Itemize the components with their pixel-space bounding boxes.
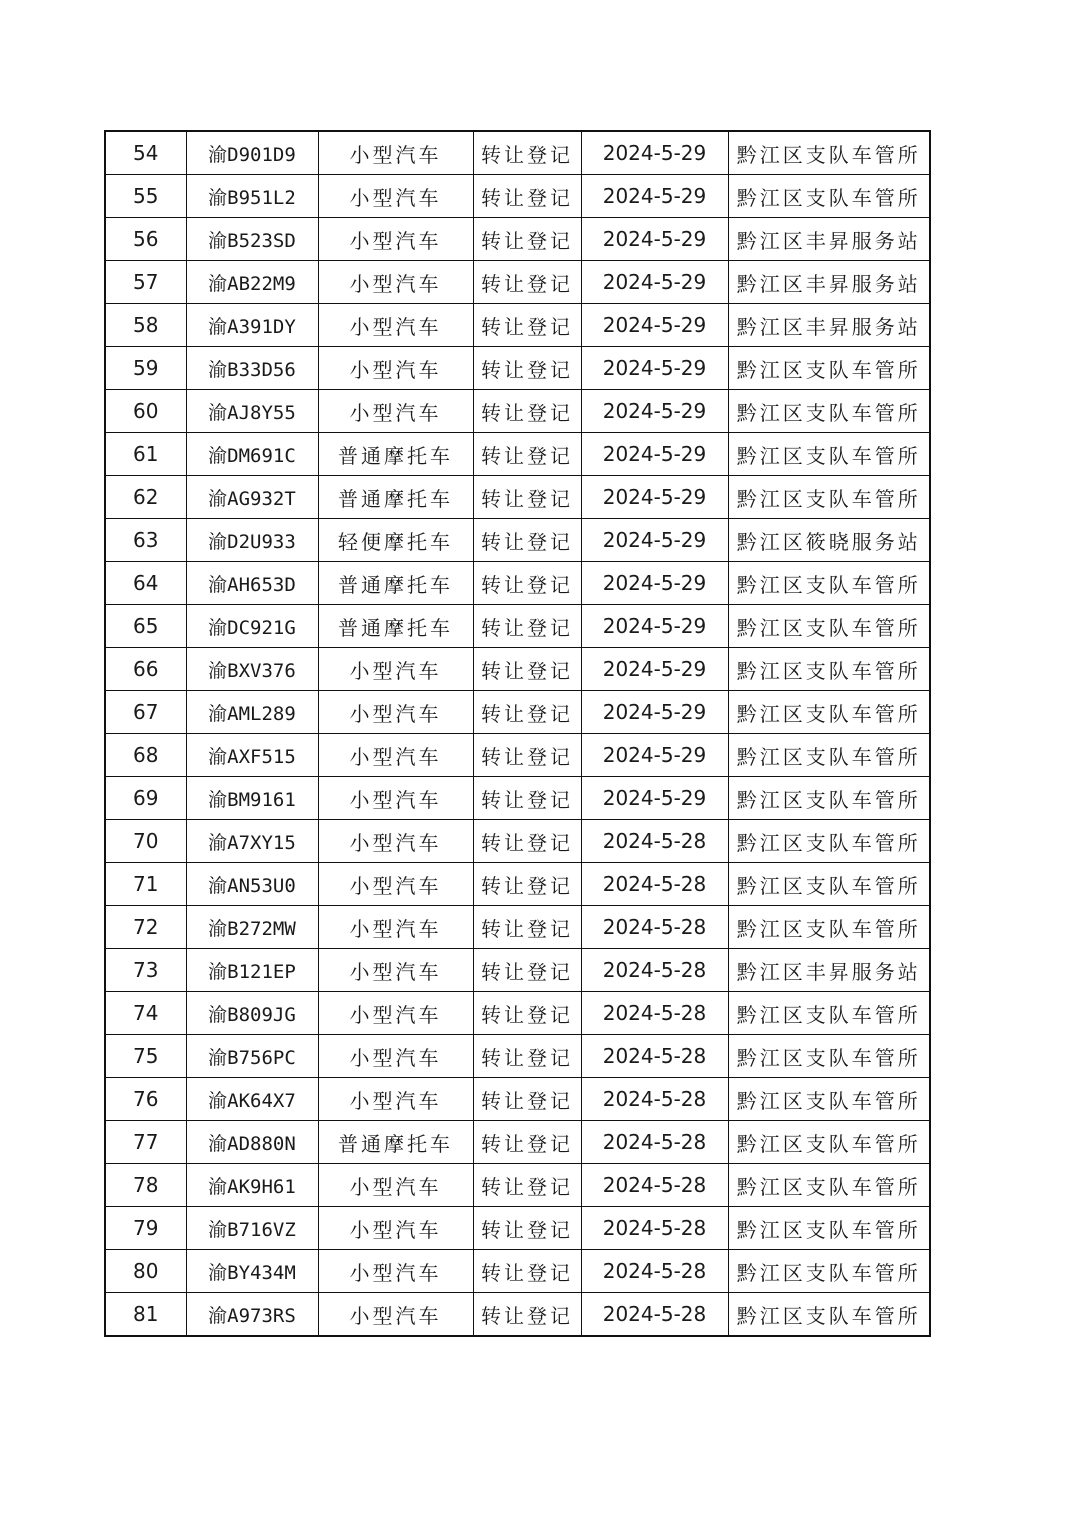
row-number-cell: 68 (105, 734, 186, 777)
business-type-cell: 转让登记 (473, 433, 581, 476)
business-type-cell: 转让登记 (473, 562, 581, 605)
row-number-cell: 64 (105, 562, 186, 605)
row-number-cell: 79 (105, 1207, 186, 1250)
business-type-cell: 转让登记 (473, 1164, 581, 1207)
row-number-cell: 76 (105, 1078, 186, 1121)
plate-number-cell: 渝BY434M (186, 1250, 318, 1293)
table-row (105, 562, 930, 605)
row-number-cell: 61 (105, 433, 186, 476)
table-row (105, 261, 930, 304)
plate-number-cell: 渝B756PC (186, 1035, 318, 1078)
table-row (105, 131, 930, 175)
table-row (105, 347, 930, 390)
vehicle-type-cell: 小型汽车 (318, 992, 473, 1035)
date-cell: 2024-5-29 (581, 390, 728, 433)
plate-number-cell: 渝B121EP (186, 949, 318, 992)
vehicle-type-cell: 小型汽车 (318, 906, 473, 949)
row-number-cell: 62 (105, 476, 186, 519)
date-cell: 2024-5-28 (581, 906, 728, 949)
plate-number-cell: 渝B523SD (186, 218, 318, 261)
date-cell: 2024-5-29 (581, 218, 728, 261)
business-type-cell: 转让登记 (473, 175, 581, 218)
plate-number-cell: 渝BXV376 (186, 648, 318, 691)
business-type-cell: 转让登记 (473, 1078, 581, 1121)
date-cell: 2024-5-29 (581, 347, 728, 390)
date-cell: 2024-5-29 (581, 131, 728, 175)
date-cell: 2024-5-28 (581, 949, 728, 992)
vehicle-type-cell: 小型汽车 (318, 304, 473, 347)
business-type-cell: 转让登记 (473, 1250, 581, 1293)
vehicle-type-cell: 普通摩托车 (318, 476, 473, 519)
business-type-cell: 转让登记 (473, 347, 581, 390)
plate-number-cell: 渝DM691C (186, 433, 318, 476)
vehicle-type-cell: 小型汽车 (318, 1207, 473, 1250)
table-row (105, 1078, 930, 1121)
date-cell: 2024-5-28 (581, 1035, 728, 1078)
row-number-cell: 65 (105, 605, 186, 648)
table-row (105, 820, 930, 863)
row-number-cell: 73 (105, 949, 186, 992)
table-row (105, 777, 930, 820)
date-cell: 2024-5-29 (581, 777, 728, 820)
office-cell: 黔江区支队车管所 (728, 1250, 930, 1293)
row-number-cell: 70 (105, 820, 186, 863)
date-cell: 2024-5-29 (581, 433, 728, 476)
vehicle-type-cell: 小型汽车 (318, 691, 473, 734)
business-type-cell: 转让登记 (473, 863, 581, 906)
plate-number-cell: 渝AD880N (186, 1121, 318, 1164)
plate-number-cell: 渝AK64X7 (186, 1078, 318, 1121)
office-cell: 黔江区支队车管所 (728, 1293, 930, 1337)
office-cell: 黔江区支队车管所 (728, 906, 930, 949)
table-row (105, 1250, 930, 1293)
plate-number-cell: 渝AH653D (186, 562, 318, 605)
business-type-cell: 转让登记 (473, 605, 581, 648)
table-row (105, 863, 930, 906)
plate-number-cell: 渝BM9161 (186, 777, 318, 820)
business-type-cell: 转让登记 (473, 820, 581, 863)
row-number-cell: 74 (105, 992, 186, 1035)
date-cell: 2024-5-28 (581, 992, 728, 1035)
date-cell: 2024-5-29 (581, 304, 728, 347)
vehicle-type-cell: 小型汽车 (318, 175, 473, 218)
vehicle-type-cell: 小型汽车 (318, 777, 473, 820)
date-cell: 2024-5-29 (581, 261, 728, 304)
vehicle-type-cell: 小型汽车 (318, 1035, 473, 1078)
office-cell: 黔江区支队车管所 (728, 605, 930, 648)
vehicle-type-cell: 小型汽车 (318, 131, 473, 175)
business-type-cell: 转让登记 (473, 390, 581, 433)
table-row (105, 734, 930, 777)
table-row (105, 1293, 930, 1337)
table-row (105, 1035, 930, 1078)
business-type-cell: 转让登记 (473, 691, 581, 734)
table-row (105, 476, 930, 519)
office-cell: 黔江区筱晓服务站 (728, 519, 930, 562)
business-type-cell: 转让登记 (473, 777, 581, 820)
vehicle-type-cell: 小型汽车 (318, 820, 473, 863)
date-cell: 2024-5-29 (581, 562, 728, 605)
office-cell: 黔江区丰昇服务站 (728, 304, 930, 347)
plate-number-cell: 渝AB22M9 (186, 261, 318, 304)
vehicle-type-cell: 小型汽车 (318, 1078, 473, 1121)
table-row (105, 218, 930, 261)
office-cell: 黔江区丰昇服务站 (728, 949, 930, 992)
row-number-cell: 72 (105, 906, 186, 949)
business-type-cell: 转让登记 (473, 261, 581, 304)
row-number-cell: 63 (105, 519, 186, 562)
vehicle-type-cell: 小型汽车 (318, 218, 473, 261)
plate-number-cell: 渝B272MW (186, 906, 318, 949)
table-row (105, 1164, 930, 1207)
records-table (104, 130, 931, 1337)
plate-number-cell: 渝AJ8Y55 (186, 390, 318, 433)
date-cell: 2024-5-28 (581, 1293, 728, 1337)
row-number-cell: 78 (105, 1164, 186, 1207)
business-type-cell: 转让登记 (473, 734, 581, 777)
office-cell: 黔江区支队车管所 (728, 1164, 930, 1207)
office-cell: 黔江区支队车管所 (728, 734, 930, 777)
row-number-cell: 56 (105, 218, 186, 261)
vehicle-type-cell: 普通摩托车 (318, 605, 473, 648)
row-number-cell: 57 (105, 261, 186, 304)
date-cell: 2024-5-29 (581, 519, 728, 562)
date-cell: 2024-5-28 (581, 1078, 728, 1121)
business-type-cell: 转让登记 (473, 304, 581, 347)
plate-number-cell: 渝B716VZ (186, 1207, 318, 1250)
row-number-cell: 59 (105, 347, 186, 390)
row-number-cell: 55 (105, 175, 186, 218)
office-cell: 黔江区支队车管所 (728, 562, 930, 605)
table-row (105, 691, 930, 734)
table-row (105, 906, 930, 949)
office-cell: 黔江区丰昇服务站 (728, 261, 930, 304)
office-cell: 黔江区支队车管所 (728, 691, 930, 734)
office-cell: 黔江区支队车管所 (728, 648, 930, 691)
plate-number-cell: 渝A973RS (186, 1293, 318, 1337)
plate-number-cell: 渝AG932T (186, 476, 318, 519)
vehicle-type-cell: 小型汽车 (318, 734, 473, 777)
date-cell: 2024-5-28 (581, 820, 728, 863)
vehicle-type-cell: 普通摩托车 (318, 562, 473, 605)
plate-number-cell: 渝D901D9 (186, 131, 318, 175)
plate-number-cell: 渝DC921G (186, 605, 318, 648)
vehicle-type-cell: 小型汽车 (318, 1164, 473, 1207)
table-row (105, 648, 930, 691)
office-cell: 黔江区支队车管所 (728, 1078, 930, 1121)
business-type-cell: 转让登记 (473, 1293, 581, 1337)
date-cell: 2024-5-29 (581, 476, 728, 519)
office-cell: 黔江区支队车管所 (728, 820, 930, 863)
vehicle-type-cell: 小型汽车 (318, 347, 473, 390)
date-cell: 2024-5-29 (581, 175, 728, 218)
office-cell: 黔江区支队车管所 (728, 175, 930, 218)
row-number-cell: 54 (105, 131, 186, 175)
office-cell: 黔江区支队车管所 (728, 347, 930, 390)
date-cell: 2024-5-29 (581, 605, 728, 648)
vehicle-type-cell: 轻便摩托车 (318, 519, 473, 562)
business-type-cell: 转让登记 (473, 992, 581, 1035)
row-number-cell: 69 (105, 777, 186, 820)
row-number-cell: 60 (105, 390, 186, 433)
row-number-cell: 75 (105, 1035, 186, 1078)
date-cell: 2024-5-28 (581, 1121, 728, 1164)
vehicle-type-cell: 小型汽车 (318, 1250, 473, 1293)
vehicle-type-cell: 普通摩托车 (318, 433, 473, 476)
row-number-cell: 58 (105, 304, 186, 347)
table-row (105, 433, 930, 476)
date-cell: 2024-5-28 (581, 1164, 728, 1207)
office-cell: 黔江区支队车管所 (728, 863, 930, 906)
business-type-cell: 转让登记 (473, 648, 581, 691)
row-number-cell: 81 (105, 1293, 186, 1337)
plate-number-cell: 渝A7XY15 (186, 820, 318, 863)
business-type-cell: 转让登记 (473, 519, 581, 562)
office-cell: 黔江区丰昇服务站 (728, 218, 930, 261)
records-table-body (105, 131, 930, 1336)
plate-number-cell: 渝A391DY (186, 304, 318, 347)
office-cell: 黔江区支队车管所 (728, 1035, 930, 1078)
plate-number-cell: 渝AXF515 (186, 734, 318, 777)
business-type-cell: 转让登记 (473, 131, 581, 175)
table-row (105, 304, 930, 347)
date-cell: 2024-5-28 (581, 863, 728, 906)
vehicle-type-cell: 小型汽车 (318, 1293, 473, 1337)
row-number-cell: 66 (105, 648, 186, 691)
plate-number-cell: 渝AML289 (186, 691, 318, 734)
date-cell: 2024-5-28 (581, 1207, 728, 1250)
office-cell: 黔江区支队车管所 (728, 1207, 930, 1250)
business-type-cell: 转让登记 (473, 1035, 581, 1078)
plate-number-cell: 渝B809JG (186, 992, 318, 1035)
date-cell: 2024-5-29 (581, 691, 728, 734)
business-type-cell: 转让登记 (473, 1207, 581, 1250)
date-cell: 2024-5-28 (581, 1250, 728, 1293)
business-type-cell: 转让登记 (473, 476, 581, 519)
plate-number-cell: 渝AK9H61 (186, 1164, 318, 1207)
plate-number-cell: 渝D2U933 (186, 519, 318, 562)
plate-number-cell: 渝B951L2 (186, 175, 318, 218)
plate-number-cell: 渝AN53U0 (186, 863, 318, 906)
table-row (105, 605, 930, 648)
office-cell: 黔江区支队车管所 (728, 131, 930, 175)
business-type-cell: 转让登记 (473, 949, 581, 992)
row-number-cell: 77 (105, 1121, 186, 1164)
table-row (105, 390, 930, 433)
vehicle-type-cell: 小型汽车 (318, 863, 473, 906)
table-row (105, 949, 930, 992)
row-number-cell: 71 (105, 863, 186, 906)
business-type-cell: 转让登记 (473, 906, 581, 949)
row-number-cell: 67 (105, 691, 186, 734)
table-row (105, 519, 930, 562)
business-type-cell: 转让登记 (473, 1121, 581, 1164)
office-cell: 黔江区支队车管所 (728, 777, 930, 820)
date-cell: 2024-5-29 (581, 734, 728, 777)
office-cell: 黔江区支队车管所 (728, 992, 930, 1035)
office-cell: 黔江区支队车管所 (728, 433, 930, 476)
business-type-cell: 转让登记 (473, 218, 581, 261)
table-row (105, 1207, 930, 1250)
vehicle-type-cell: 小型汽车 (318, 949, 473, 992)
plate-number-cell: 渝B33D56 (186, 347, 318, 390)
row-number-cell: 80 (105, 1250, 186, 1293)
vehicle-type-cell: 小型汽车 (318, 648, 473, 691)
office-cell: 黔江区支队车管所 (728, 476, 930, 519)
office-cell: 黔江区支队车管所 (728, 1121, 930, 1164)
vehicle-type-cell: 小型汽车 (318, 390, 473, 433)
table-row (105, 175, 930, 218)
vehicle-type-cell: 小型汽车 (318, 261, 473, 304)
date-cell: 2024-5-29 (581, 648, 728, 691)
table-row (105, 992, 930, 1035)
table-row (105, 1121, 930, 1164)
office-cell: 黔江区支队车管所 (728, 390, 930, 433)
vehicle-type-cell: 普通摩托车 (318, 1121, 473, 1164)
